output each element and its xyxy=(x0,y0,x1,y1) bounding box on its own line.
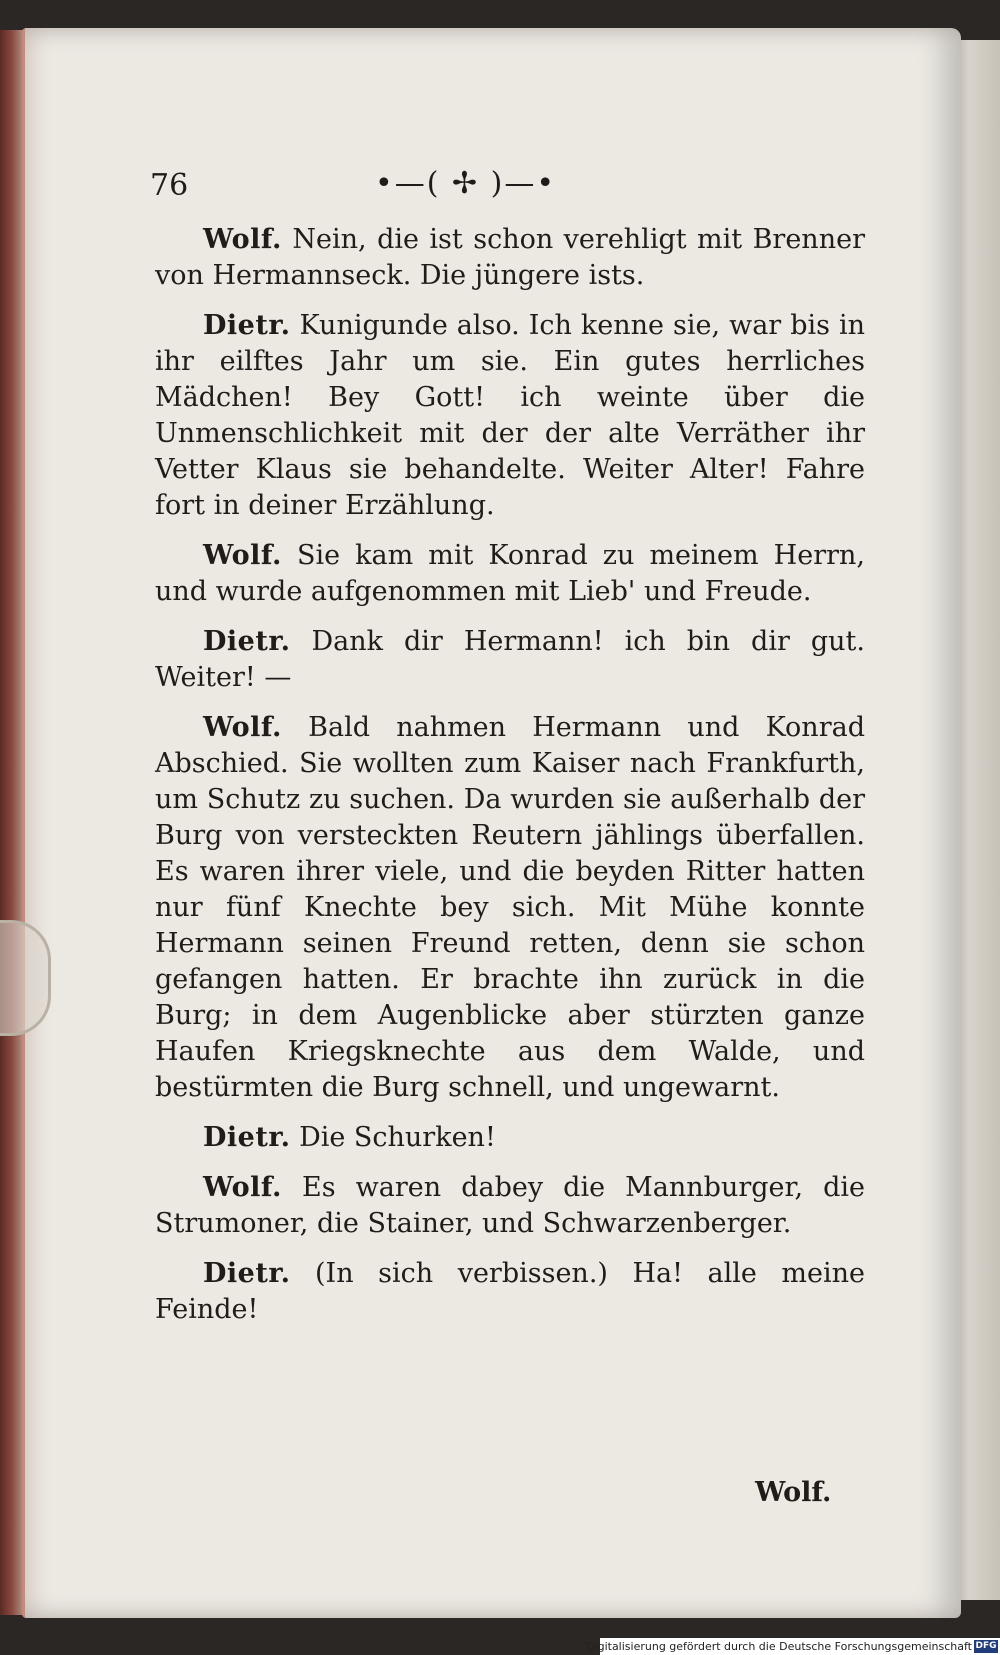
dialogue-paragraph xyxy=(155,1170,865,1242)
dialogue-paragraph xyxy=(155,538,865,610)
speaker-name: Wolf. xyxy=(203,712,282,743)
page-clip xyxy=(0,920,51,1036)
speaker-name: Dietr. xyxy=(203,626,291,657)
dfg-logo-icon: DFG xyxy=(975,1641,997,1651)
dialogue-line: Dank dir Hermann! ich bin dir gut. Weiter! — xyxy=(155,626,865,693)
page-header xyxy=(150,168,850,208)
funding-credit: Digitalisierung gefördert durch die Deutsche Forschungsgemeinschaft xyxy=(586,1640,972,1653)
speaker-name: Dietr. xyxy=(203,1258,291,1289)
dialogue-line: Kunigunde also. Ich kenne sie, war bis in ihr eilftes Jahr um sie. Ein gutes herrliches Mädchen! Bey Gott! ich weinte über die Unmenschlichkeit mit der der alte Verräther ihr Vetter Klaus sie behandelte. Weiter Alter! Fahre fort in deiner Erzählung. xyxy=(155,310,865,521)
dialogue-line: Bald nahmen Hermann und Konrad Abschied. Sie wollten zum Kaiser nach Frankfurth, um Schutz zu suchen. Da wurden sie außerhalb der Burg von versteckten Reutern jählings überfallen. Es waren ihrer viele, und die beyden Ritter hatten nur fünf Knechte bey sich. Mit Mühe konnte Hermann seinen Freund retten, denn sie schon gefangen hatten. Er brachte ihn zurück in die Burg; in dem Augenblicke aber stürzten ganze Haufen Kriegsknechte aus dem Walde, und bestürmten die Burg schnell, und ungewarnt. xyxy=(155,712,865,1103)
dialogue-line: Die Schurken! xyxy=(299,1122,496,1153)
page-number: 76 xyxy=(150,168,189,203)
dialogue-text xyxy=(155,222,865,1342)
catchword: Wolf. xyxy=(755,1477,832,1508)
dialogue-paragraph xyxy=(155,624,865,696)
dialogue-line: Sie kam mit Konrad zu meinem Herrn, und wurde aufgenommen mit Lieb' und Freude. xyxy=(155,540,865,607)
dialogue-paragraph xyxy=(155,308,865,524)
header-ornament: •—( ✢ )—• xyxy=(375,166,557,201)
footer-credit-bar xyxy=(586,1638,1000,1655)
speaker-name: Wolf. xyxy=(203,540,282,571)
speaker-name: Dietr. xyxy=(203,310,291,341)
speaker-name: Dietr. xyxy=(203,1122,291,1153)
speaker-name: Wolf. xyxy=(203,1172,282,1203)
dialogue-paragraph xyxy=(155,222,865,294)
dialogue-paragraph xyxy=(155,1256,865,1328)
speaker-name: Wolf. xyxy=(203,224,282,255)
dialogue-line: (In sich verbissen.) Ha! alle meine Feinde! xyxy=(155,1258,865,1325)
dialogue-line: Nein, die ist schon verehligt mit Brenner von Hermannseck. Die jüngere ists. xyxy=(155,224,865,291)
dialogue-paragraph xyxy=(155,710,865,1106)
dialogue-paragraph xyxy=(155,1120,865,1156)
dialogue-line: Es waren dabey die Mannburger, die Strumoner, die Stainer, und Schwarzenberger. xyxy=(155,1172,865,1239)
